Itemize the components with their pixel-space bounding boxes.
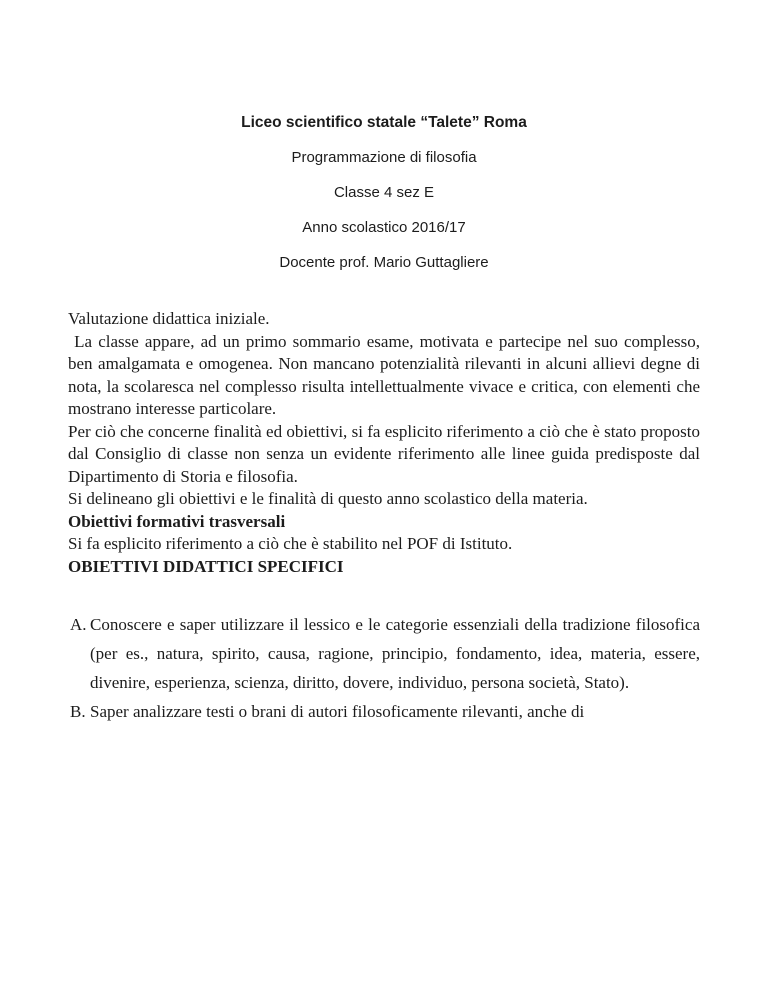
subject-line: Programmazione di filosofia — [291, 149, 477, 166]
paragraph-classe: La classe appare, ad un primo sommario esame, motivata e partecipe nel suo complesso, ben amalgamata e omogenea. Non mancano potenzialità rilevanti in alcuni allievi degne di nota, la scolaresca nel complesso risulta intellettualmente vivace e critica, con elementi che mostrano interesse particolare. — [68, 331, 705, 418]
document-body — [68, 308, 705, 726]
objectives-list — [68, 610, 700, 726]
list-item — [68, 610, 700, 697]
list-item-marker: B. — [70, 702, 86, 721]
teacher-line: Docente prof. Mario Guttagliere — [279, 254, 489, 271]
paragraph-valutazione: Valutazione didattica iniziale. — [68, 309, 270, 328]
paragraph-percio: Per ciò che concerne finalità ed obiettivi, si fa esplicito riferimento a ciò che è stato proposto dal Consiglio di classe non senza un evidente riferimento alle linee guida predisposte dal Dipartimento di Storia e filosofia. — [68, 421, 700, 486]
heading-obiettivi-specifici: OBIETTIVI DIDATTICI SPECIFICI — [68, 556, 344, 576]
document-header — [0, 0, 768, 272]
list-item — [68, 697, 700, 726]
paragraph-pof: Si fa esplicito riferimento a ciò che è stabilito nel POF di Istituto. — [68, 534, 513, 553]
school-title: Liceo scientifico statale “Talete” Roma — [241, 114, 527, 131]
list-item-text: Conoscere e saper utilizzare il lessico e le categorie essenziali della tradizione filosofica (per es., natura, spirito, causa, ragione, principio, fondamento, idea, materia, essere, divenire, esperienza, scienza, diritto, dovere, individuo, persona società, Stato). — [90, 615, 700, 692]
paragraph-delineano: Si delineano gli obiettivi e le finalità di questo anno scolastico della materia. — [68, 489, 588, 508]
heading-obiettivi-trasversali: Obiettivi formativi trasversali — [68, 511, 286, 531]
class-line: Classe 4 sez E — [333, 184, 435, 201]
list-item-marker: A. — [70, 615, 87, 634]
school-year-line: Anno scolastico 2016/17 — [302, 219, 466, 236]
list-item-text: Saper analizzare testi o brani di autori filosoficamente rilevanti, anche di — [90, 702, 585, 721]
